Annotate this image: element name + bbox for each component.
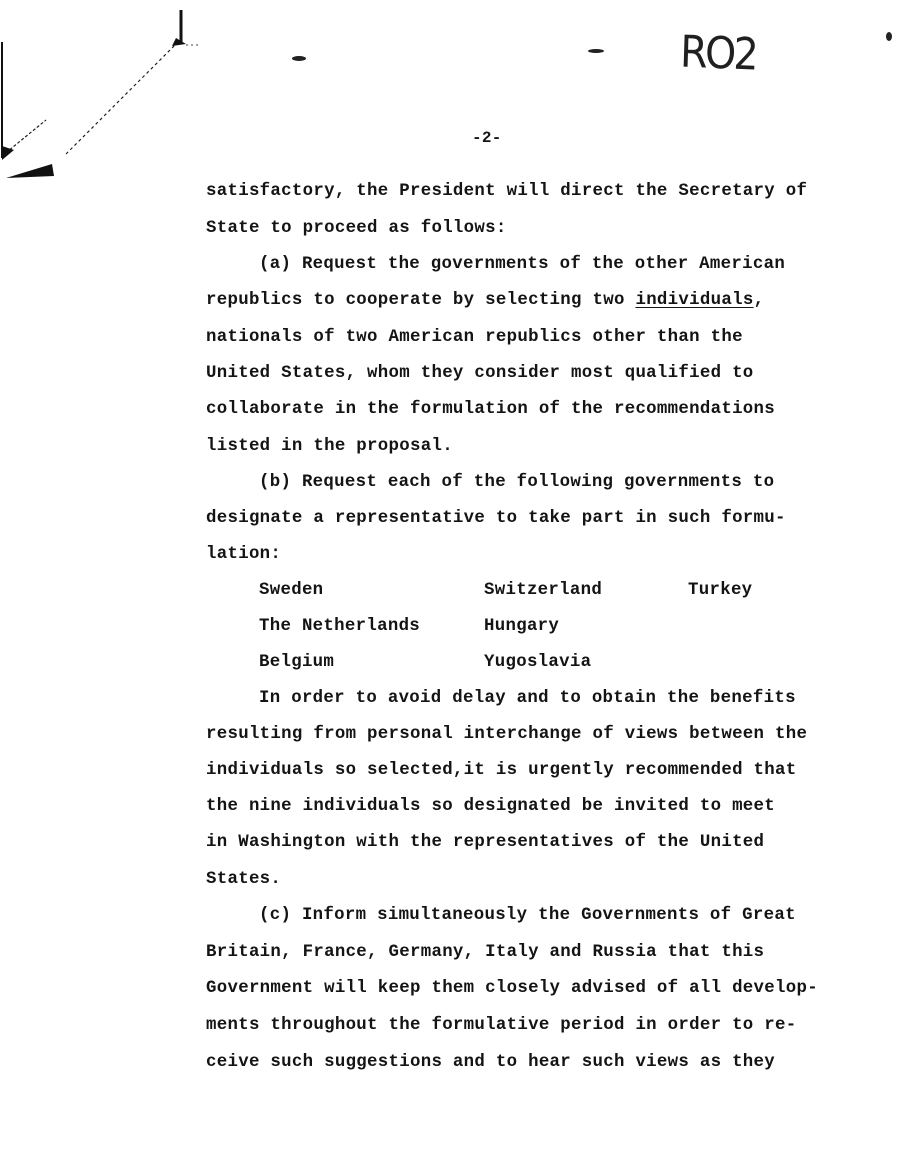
text-segment: , [753, 291, 765, 310]
country-item: Yugoslavia [484, 653, 592, 672]
text-line: individuals so selected,it is urgently recommended that [206, 761, 797, 780]
text-line: ceive such suggestions and to hear such views as they [206, 1053, 776, 1072]
text-line: (c) Inform simultaneously the Governments of Great [259, 906, 796, 925]
handwritten-annotation: RO2 [679, 26, 757, 81]
country-item: Switzerland [484, 581, 603, 600]
scan-speck [588, 49, 604, 53]
underlined-word: individuals [635, 291, 754, 310]
text-line: the nine individuals so designated be invited to meet [206, 797, 776, 816]
text-line: United States, whom they consider most qualified to [206, 364, 754, 383]
country-item: Sweden [259, 581, 324, 600]
text-line: (a) Request the governments of the other American [259, 255, 786, 274]
text-line [206, 292, 764, 309]
text-line: State to proceed as follows: [206, 219, 507, 238]
text-line: resulting from personal interchange of views between the [206, 725, 808, 744]
text-line: Government will keep them closely advised of all develop- [206, 979, 818, 998]
text-line: ments throughout the formulative period in order to re- [206, 1016, 797, 1035]
country-item: The Netherlands [259, 617, 421, 636]
text-line: In order to avoid delay and to obtain the benefits [259, 689, 796, 708]
text-line: satisfactory, the President will direct the Secretary of [206, 182, 808, 201]
text-line: listed in the proposal. [206, 437, 453, 456]
scan-artifact-corner [0, 0, 200, 200]
text-segment: republics to cooperate by selecting two [206, 291, 636, 310]
text-line: Britain, France, Germany, Italy and Russia that this [206, 943, 765, 962]
page-number: -2- [472, 129, 502, 147]
country-item: Turkey [688, 581, 753, 600]
country-item: Hungary [484, 617, 560, 636]
country-item: Belgium [259, 653, 335, 672]
text-line: collaborate in the formulation of the recommendations [206, 400, 776, 419]
text-line: lation: [206, 545, 282, 564]
text-line: nationals of two American republics other than the [206, 328, 743, 347]
text-line: in Washington with the representatives of the United [206, 833, 765, 852]
text-line: States. [206, 870, 282, 889]
scan-speck [886, 32, 892, 41]
text-line: (b) Request each of the following governments to [259, 473, 775, 492]
scan-speck [292, 56, 306, 61]
text-line: designate a representative to take part in such formu- [206, 509, 786, 528]
